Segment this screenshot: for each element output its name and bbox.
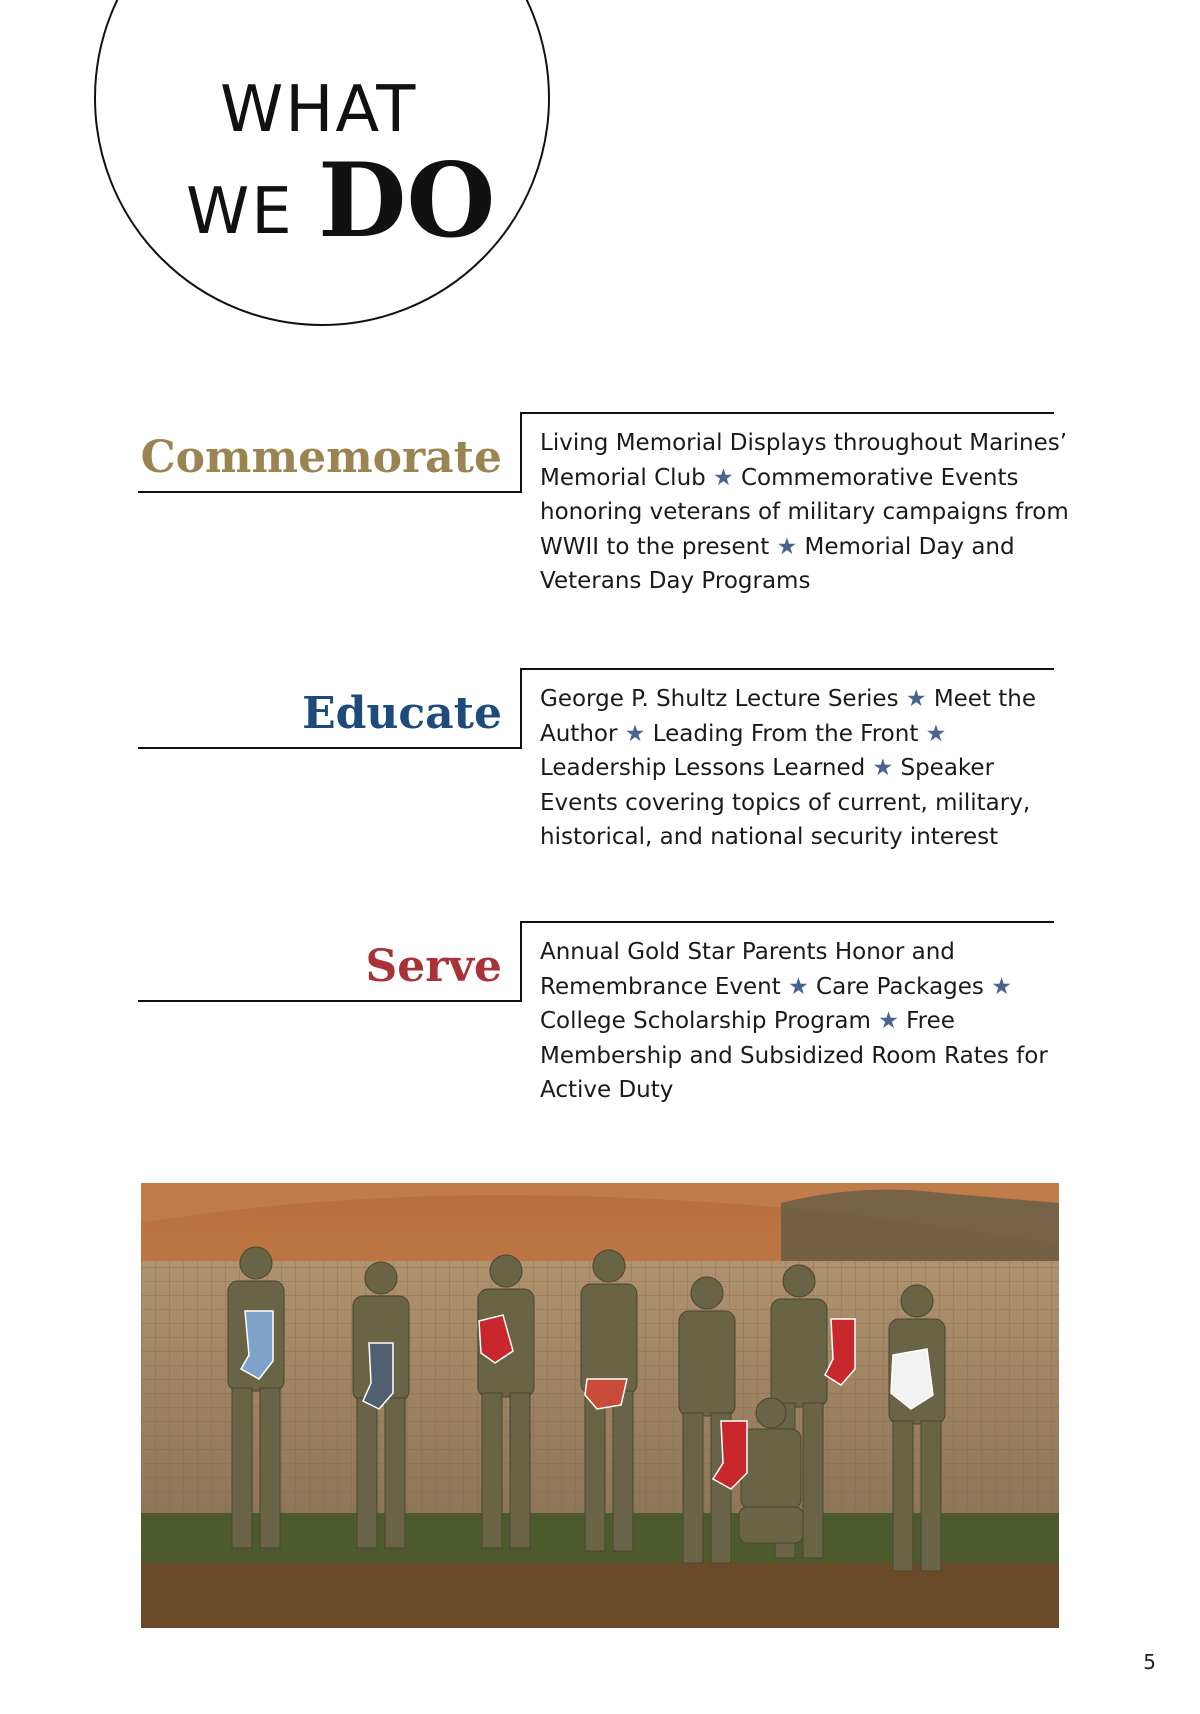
section-heading: Serve — [365, 941, 502, 992]
section-body — [540, 682, 1070, 855]
section-educate — [0, 668, 1200, 908]
star-icon: ★ — [925, 720, 947, 747]
section-item: College Scholarship Program — [540, 1008, 871, 1034]
section-rule-top — [520, 412, 1054, 414]
section-commemorate — [0, 412, 1200, 652]
title-we: WE — [186, 175, 294, 249]
star-icon: ★ — [713, 464, 734, 491]
section-item: Free Membership and Subsidized Room Rates for Active Duty — [540, 1008, 1048, 1103]
section-body — [540, 935, 1070, 1108]
page-number: 5 — [1143, 1650, 1156, 1674]
section-rule-top — [520, 921, 1054, 923]
section-rule-left — [138, 1000, 522, 1002]
section-item: Speaker Events covering topics of current, military, historical, and national security interest — [540, 755, 1031, 850]
section-item: Leading From the Front — [652, 720, 919, 747]
section-item: Meet the Author — [540, 686, 1037, 747]
star-icon: ★ — [776, 533, 798, 560]
section-heading: Educate — [302, 688, 502, 739]
section-item: Annual Gold Star Parents Honor and Remembrance Event — [540, 939, 955, 1000]
section-rule-left — [138, 747, 522, 749]
section-rule-left — [138, 491, 522, 493]
star-icon: ★ — [788, 973, 809, 1000]
section-rule-vertical — [520, 921, 522, 1002]
soldiers-photo — [141, 1183, 1059, 1628]
star-icon: ★ — [878, 1008, 899, 1034]
section-item: Care Packages — [816, 973, 984, 1000]
section-item: Living Memorial Displays throughout Marines’ Memorial Club — [540, 430, 1068, 491]
section-rule-vertical — [520, 412, 522, 493]
star-icon: ★ — [905, 686, 927, 712]
section-heading: Commemorate — [140, 432, 502, 483]
section-rule-top — [520, 668, 1054, 670]
title-do: DO — [318, 141, 496, 261]
section-rule-vertical — [520, 668, 522, 749]
section-item: Commemorative Events honoring veterans of military campaigns from WWII to the present — [540, 464, 1069, 560]
section-body — [540, 426, 1070, 599]
section-item: George P. Shultz Lecture Series — [540, 686, 899, 712]
star-icon: ★ — [872, 755, 894, 781]
section-item: Memorial Day and Veterans Day Programs — [540, 533, 1015, 594]
section-item: Leadership Lessons Learned — [540, 755, 866, 781]
star-icon: ★ — [991, 973, 1012, 1000]
star-icon: ★ — [624, 720, 646, 747]
section-serve — [0, 921, 1200, 1161]
title-what: WHAT — [220, 73, 418, 147]
